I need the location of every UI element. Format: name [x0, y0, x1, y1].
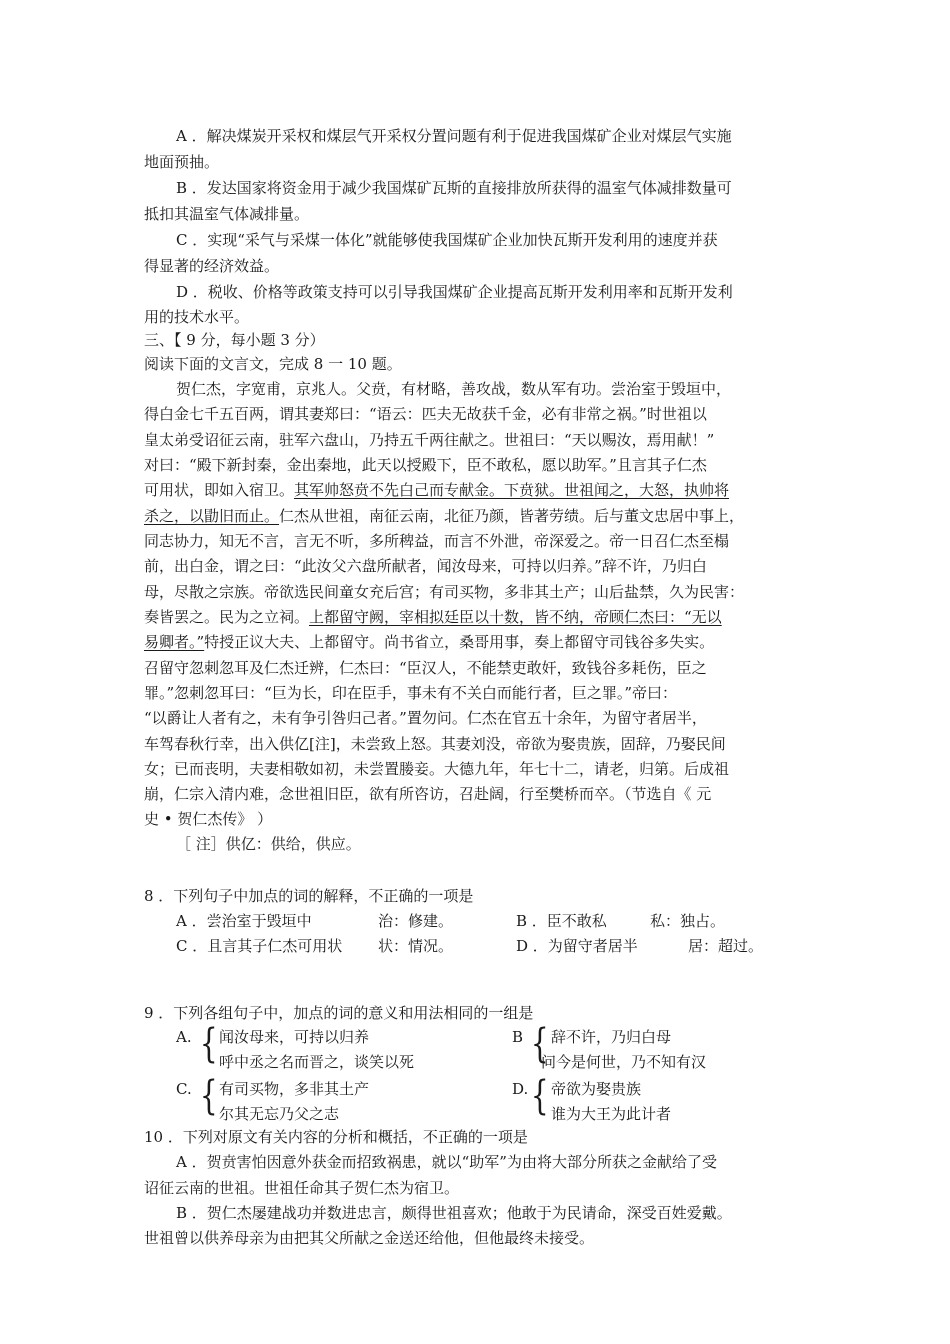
- underlined-sentence: 上都留守阙，宰相拟廷臣以十数，皆不纳，帝顾仁杰曰：“无以: [309, 608, 722, 626]
- q9-option-d-sentence1: 帝欲为娶贵族: [551, 1080, 642, 1098]
- q9-option-a-sentence2: 呼中丞之名而晋之，谈笑以死: [219, 1053, 415, 1071]
- passage-line: [144, 480, 729, 500]
- q10-stem: 10 ．下列对原文有关内容的分析和概括，不正确的一项是: [144, 1128, 528, 1146]
- option-c-line2: 得显著的经济效益。: [144, 257, 280, 275]
- q9-option-b-sentence1: 辞不许，乃归白母: [551, 1028, 672, 1046]
- passage-text: 特授正议大夫、上都留守。尚书省立，桑哥用事，奏上都留守司钱谷多失实。: [204, 633, 715, 651]
- section-instruction: 阅读下面的文言文，完成 8 一 10 题。: [144, 355, 402, 373]
- brace-icon: {: [199, 1073, 218, 1119]
- option-b-line2: 抵扣其温室气体减排量。: [144, 205, 310, 223]
- brace-icon: {: [530, 1021, 549, 1067]
- brace-icon: {: [530, 1073, 549, 1119]
- passage-line: 崩，仁宗入清内难，念世祖旧臣，欲有所咨访，召赴阔，行至樊桥而卒。（节选自《 元: [144, 785, 712, 803]
- brace-icon: {: [199, 1021, 218, 1067]
- passage-line: 召留守忽刺忽耳及仁杰迁辨，仁杰曰：“臣汉人，不能禁吏敢奸，致钱谷多耗伤，臣之: [144, 659, 707, 677]
- passage-line: 前，出白金，谓之曰：“此汝父六盘所献者，闻汝母来，可持以归养。”辞不许，乃归白: [144, 557, 707, 575]
- q10-option-a-line1: A ．贺贲害怕因意外获金而招致祸患，就以“助军”为由将大部分所获之金献给了受: [176, 1153, 717, 1171]
- underlined-sentence: 易卿者。”: [144, 633, 205, 651]
- passage-note: ［ 注］供亿：供给，供应。: [176, 835, 361, 853]
- q9-option-a-sentence1: 闻汝母来，可持以归养: [219, 1028, 370, 1046]
- q9-stem: 9 ．下列各组句子中，加点的词的意义和用法相同的一组是: [144, 1004, 534, 1022]
- q10-option-a-line2: 诏征云南的世祖。世祖任命其子贺仁杰为宿卫。: [144, 1179, 460, 1197]
- passage-line: [144, 632, 714, 652]
- q8-option-c: C ．且言其子仁杰可用状: [176, 937, 343, 955]
- q8-option-d-explanation: 居：超过。: [688, 937, 764, 955]
- option-a-line1: A ．解决煤炭开采权和煤层气开采权分置问题有利于促进我国煤矿企业对煤层气实施: [176, 127, 732, 145]
- q10-option-b-line1: B ．贺仁杰屡建战功并数进忠言，颇得世祖喜欢；他敢于为民请命，深受百姓爱戴。: [176, 1204, 732, 1222]
- q9-option-b-sentence2: 问今是何世，乃不知有汉: [541, 1053, 707, 1071]
- q8-option-a-explanation: 治：修建。: [378, 912, 454, 930]
- passage-text: 仁杰从世祖，南征云南，北征乃颜，皆著劳绩。后与董文忠居中事上，: [279, 507, 745, 525]
- q8-stem: 8 ．下列句子中加点的词的解释，不正确的一项是: [144, 887, 474, 905]
- underlined-sentence: 杀之，以勖旧而止。: [144, 507, 280, 525]
- q8-option-c-explanation: 状：情况。: [378, 937, 454, 955]
- passage-line: [144, 607, 722, 627]
- option-a-line2: 地面预抽。: [144, 153, 220, 171]
- passage-line: 女；已而丧明，夫妻相敬如初，未尝置媵妾。大德九年，年七十二，请老，归第。后成祖: [144, 760, 730, 778]
- passage-line: 贺仁杰，字宽甫，京兆人。父贲，有材略，善攻战，数从军有功。尝治室于毁垣中，: [176, 380, 732, 398]
- underlined-sentence: 其军帅怒贲不先白己而专献金。下贲狱。世祖闻之，大怒，执帅将: [294, 481, 730, 499]
- q9-option-c-label: C.: [176, 1080, 192, 1098]
- passage-line: 得白金七千五百两，谓其妻郑曰：“语云：匹夫无故获千金，必有非常之祸。”时世祖以: [144, 405, 707, 423]
- passage-line: 皇太弟受诏征云南，驻军六盘山，乃持五千两往献之。世祖曰：“天以赐汝，焉用献！”: [144, 431, 715, 449]
- q9-option-c-sentence1: 有司买物，多非其土产: [219, 1080, 370, 1098]
- passage-text: 奏皆罢之。民为之立祠。: [144, 608, 310, 626]
- q8-option-b-explanation: 私：独占。: [650, 912, 726, 930]
- q9-option-d-label: D.: [512, 1080, 529, 1098]
- q9-option-a-label: A.: [176, 1028, 192, 1046]
- q8-option-d: D ．为留守者居半: [516, 937, 638, 955]
- option-c-line1: C ．实现“采气与采煤一体化”就能够使我国煤矿企业加快瓦斯开发利用的速度并获: [176, 231, 718, 249]
- q9-option-d-sentence2: 谁为大王为此计者: [551, 1105, 672, 1123]
- passage-line: “以爵让人者有之，未有争引咎归己者。”置勿问。仁杰在官五十余年，为留守者居半，: [144, 709, 707, 727]
- q8-option-b: B ．臣不敢私: [516, 912, 607, 930]
- passage-line: [144, 506, 744, 526]
- option-b-line1: B ．发达国家将资金用于减少我国煤矿瓦斯的直接排放所获得的温室气体减排数量可: [176, 179, 732, 197]
- option-d-line1: D ．税收、价格等政策支持可以引导我国煤矿企业提高瓦斯开发利用率和瓦斯开发利: [176, 283, 733, 301]
- q10-option-b-line2: 世祖曾以供养母亲为由把其父所献之金送还给他，但他最终未接受。: [144, 1229, 595, 1247]
- q8-option-a: A ．尝治室于毁垣中: [176, 912, 312, 930]
- passage-text: 可用状，即如入宿卫。: [144, 481, 295, 499]
- passage-line: 罪。”忽刺忽耳曰：“巨为长，印在臣手，事未有不关白而能行者，巨之罪。”帝曰：: [144, 684, 678, 702]
- passage-line: 对曰：“殿下新封秦，金出秦地，此天以授殿下，臣不敢私，愿以助军。”且言其子仁杰: [144, 456, 707, 474]
- passage-line: 同志协力，知无不言，言无不听，多所稗益，而言不外泄，帝深爱之。帝一日召仁杰至榻: [144, 532, 730, 550]
- q9-option-b-label: B: [512, 1028, 524, 1046]
- passage-line: 母，尽散之宗族。帝欲选民间童女充后宫；有司买物，多非其土产；山后盐禁，久为民害：: [144, 583, 745, 601]
- passage-line: 史 • 贺仁杰传》 ）: [144, 810, 273, 828]
- q9-option-c-sentence2: 尔其无忘乃父之志: [219, 1105, 340, 1123]
- option-d-line2: 用的技术水平。: [144, 308, 250, 326]
- section-heading: 三、【 9 分，每小题 3 分）: [144, 331, 325, 349]
- passage-line: 车驾春秋行幸，出入供亿[注]，未尝致上怒。其妻刘没，帝欲为娶贵族，固辞，乃娶民间: [144, 735, 726, 753]
